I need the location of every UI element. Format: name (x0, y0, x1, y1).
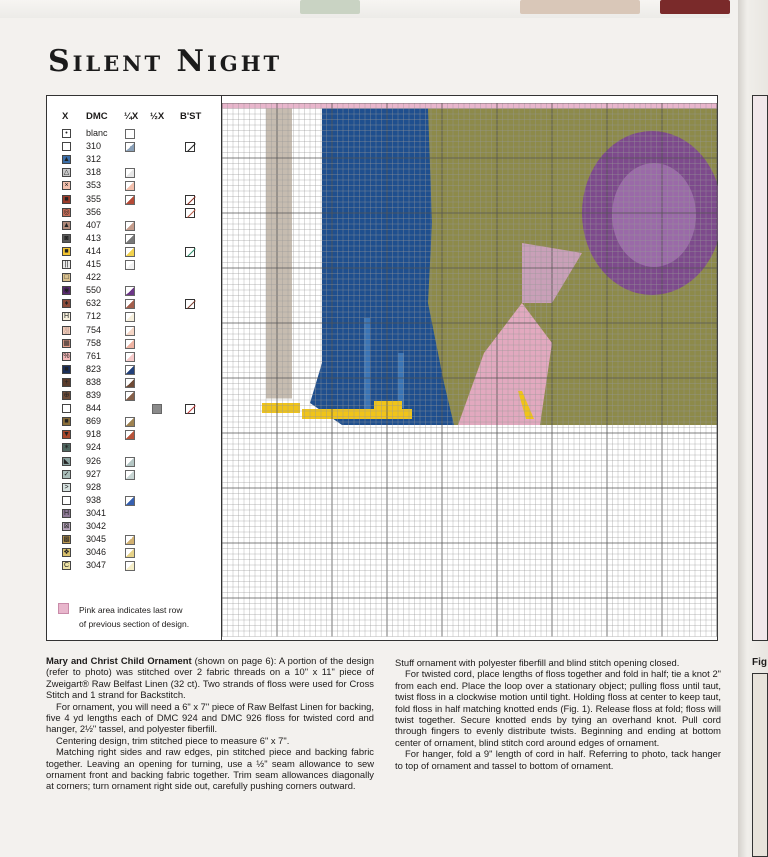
legend-row (46, 495, 222, 507)
legend-row (46, 338, 222, 350)
legend-symbol: ■ (62, 417, 71, 426)
legend-symbol: H (63, 313, 70, 321)
legend-symbol: % (63, 352, 70, 360)
color-smear (520, 0, 640, 14)
legend-dmc-code: 422 (86, 272, 102, 283)
legend-dmc-code: blanc (86, 128, 108, 138)
quarter-stitch-swatch (125, 352, 135, 362)
quarter-stitch-swatch (125, 234, 135, 244)
instruction-paragraph: For ornament, you will need a 6" x 7" piece of Raw Belfast Linen for backing, five 4 yd lengths each of DMC 924 and DMC 926 floss for twisted cord and hanger, 2½" tassel, and polyester fiberfill. (46, 700, 374, 735)
backstitch-swatch (185, 208, 195, 218)
legend-dmc-code: 318 (86, 167, 102, 178)
legend-row (46, 220, 222, 232)
quarter-stitch-swatch (125, 260, 135, 270)
instruction-paragraph (46, 655, 374, 701)
legend-header-backstitch: B'ST (180, 111, 202, 122)
legend-row (46, 207, 222, 219)
legend-row (46, 233, 222, 245)
legend-row (46, 429, 222, 441)
gold-hem (302, 409, 412, 419)
quarter-stitch-swatch (125, 378, 135, 388)
quarter-stitch-swatch (125, 430, 135, 440)
legend-dmc-code: 3045 (86, 534, 107, 545)
legend-symbol: ⊠ (63, 523, 70, 530)
legend-row (46, 534, 222, 546)
instruction-paragraph: Stuff ornament with polyester fiberfill and blind stitch opening closed. (395, 657, 680, 668)
legend-dmc-code: 407 (86, 219, 102, 230)
legend-row (46, 521, 222, 533)
backstitch-swatch (185, 404, 195, 414)
instruction-text: (shown on page 6): A portion of the design (refer to photo) was stitched over 2 fabric threads on a 10" x 11" piece of Zweigart® Raw Belfast Linen (32 ct). Two strands of floss were used for Cross Stitch and 1 strand for Backstitch. (46, 655, 374, 701)
legend-row (46, 194, 222, 206)
legend-symbol: ■ (62, 365, 71, 374)
legend-dmc-code: 3041 (86, 507, 107, 518)
legend-row (46, 154, 222, 166)
legend-dmc-code: 550 (86, 285, 102, 296)
legend-symbol: ▼ (63, 431, 70, 439)
legend-row (46, 180, 222, 192)
quarter-stitch-swatch (125, 129, 135, 139)
legend-row (46, 364, 222, 376)
legend-header-half: ½X (150, 111, 165, 122)
quarter-stitch-swatch (125, 221, 135, 231)
legend-symbol: ◉ (63, 287, 70, 295)
quarter-stitch-swatch (125, 286, 135, 296)
legend-row (46, 298, 222, 310)
legend-dmc-code: 312 (86, 154, 102, 165)
legend-row (46, 351, 222, 363)
legend-dmc-code: 926 (86, 455, 102, 466)
legend-symbol: ♦ (62, 299, 71, 308)
legend-row (46, 456, 222, 468)
quarter-stitch-swatch (125, 561, 135, 571)
instruction-paragraph: For hanger, fold a 9" length of cord in half. Referring to photo, tack hanger to top of ornament and tassel to bottom of ornament. (395, 748, 721, 771)
legend-symbol: × (62, 181, 71, 190)
legend-dmc-code: 758 (86, 337, 102, 348)
legend-dmc-code: 415 (86, 259, 102, 269)
legend-dmc-code: 869 (86, 416, 102, 427)
quarter-stitch-swatch (125, 470, 135, 480)
legend-row (46, 390, 222, 402)
legend-symbol: ▦ (63, 339, 70, 347)
legend-row (46, 547, 222, 559)
quarter-stitch-swatch (125, 299, 135, 309)
legend-symbol (62, 404, 71, 413)
color-smear (300, 0, 360, 14)
legend-dmc-code: 356 (86, 206, 102, 217)
legend-dmc-code: 754 (86, 324, 102, 335)
legend-symbol: ░ (62, 326, 71, 335)
quarter-stitch-swatch (125, 391, 135, 401)
legend-symbol: || (62, 260, 71, 269)
instruction-paragraph: Centering design, trim stitched piece to measure 6" x 7". (56, 734, 290, 746)
legend-note-line1: Pink area indicates last row (79, 605, 183, 615)
legend-dmc-code: 918 (86, 429, 102, 440)
legend-row (46, 311, 222, 323)
legend-symbol: ▩ (63, 536, 70, 544)
legend-row (46, 482, 222, 494)
legend-row (46, 416, 222, 428)
legend-symbol: ✶ (63, 444, 70, 452)
legend-row (46, 272, 222, 284)
legend-row (46, 325, 222, 337)
legend-symbol (62, 142, 71, 151)
legend-symbol: • (62, 129, 71, 138)
legend-symbol: ✓ (63, 470, 70, 478)
instructions-left (46, 655, 374, 792)
legend-dmc-code: 844 (86, 403, 102, 414)
legend-dmc-code: 353 (86, 180, 102, 191)
legend-row (46, 377, 222, 389)
legend-dmc-code: 928 (86, 481, 102, 492)
quarter-stitch-swatch (125, 195, 135, 205)
legend-dmc-code: 632 (86, 298, 102, 309)
legend-symbol (62, 496, 71, 505)
color-smear (660, 0, 730, 14)
quarter-stitch-swatch (125, 168, 135, 178)
legend-panel (46, 95, 222, 641)
legend-symbol: ■ (62, 247, 71, 256)
legend-symbol: H (63, 509, 70, 517)
backstitch-swatch (185, 247, 195, 257)
stitch-chart (222, 103, 718, 641)
quarter-stitch-swatch (125, 181, 135, 191)
legend-dmc-code: 927 (86, 468, 102, 479)
legend-symbol: △ (63, 169, 70, 177)
quarter-stitch-swatch (125, 339, 135, 349)
legend-dmc-code: 938 (86, 494, 102, 505)
legend-dmc-code: 839 (86, 390, 102, 400)
legend-symbol: ▲ (63, 156, 70, 164)
legend-dmc-code: 823 (86, 363, 102, 374)
legend-row (46, 285, 222, 297)
legend-note-line2: of previous section of design. (79, 619, 190, 629)
quarter-stitch-swatch (125, 365, 135, 375)
legend-dmc-code: 838 (86, 376, 102, 387)
gold-hem (262, 403, 300, 413)
legend-dmc-code: 310 (86, 141, 102, 152)
legend-row (46, 141, 222, 153)
legend-row (46, 560, 222, 572)
legend-dmc-code: 413 (86, 232, 102, 243)
instructions-right (395, 657, 721, 771)
legend-row (46, 442, 222, 454)
quarter-stitch-swatch (125, 457, 135, 467)
legend-symbol: ◎ (63, 208, 70, 216)
instruction-lead: Mary and Christ Child Ornament (46, 655, 192, 666)
pink-area-swatch (58, 603, 69, 614)
quarter-stitch-swatch (125, 312, 135, 322)
legend-symbol: ◣ (63, 457, 70, 465)
legend-row (46, 246, 222, 258)
legend-symbol: + (62, 378, 71, 387)
robe-fold (398, 353, 404, 408)
legend-symbol: □ (62, 273, 71, 282)
legend-symbol: ▲ (63, 221, 70, 229)
quarter-stitch-swatch (125, 548, 135, 558)
legend-row (46, 259, 222, 271)
backstitch-swatch (185, 195, 195, 205)
legend-dmc-code: 924 (86, 442, 102, 453)
legend-row (46, 167, 222, 179)
legend-header-quarter: ¼X (124, 111, 139, 122)
legend-symbol: ⊕ (63, 392, 70, 399)
legend-symbol: > (62, 483, 71, 492)
legend-symbol: C (63, 562, 70, 570)
legend-symbol: ◙ (62, 234, 71, 243)
page-title: Silent Night (48, 44, 283, 79)
quarter-stitch-swatch (125, 142, 135, 152)
quarter-stitch-swatch (125, 247, 135, 257)
backstitch-swatch (185, 142, 195, 152)
legend-row (46, 508, 222, 520)
legend-dmc-code: 761 (86, 350, 102, 361)
legend-row (46, 128, 222, 140)
backstitch-swatch (185, 299, 195, 309)
half-stitch-swatch (152, 404, 162, 414)
legend-dmc-code: 3042 (86, 521, 107, 531)
legend-dmc-code: 712 (86, 311, 102, 322)
quarter-stitch-swatch (125, 496, 135, 506)
quarter-stitch-swatch (125, 326, 135, 336)
legend-header-x: X (62, 111, 69, 122)
instruction-paragraph: For twisted cord, place lengths of floss together and fold in half; tie a knot 2" from each end. Place the loop over a stationary object; pulling floss until taut, twist floss in a clockwise motion until tight. Holding floss at center to keep taut, fold floss in half matching knotted ends (Fig. 1). Release floss at fold; floss will twist together. Secure knotted ends by tying an overhand knot. Pull cord through fingers to evenly distribute twists. Beginning and ending at bottom center of ornament, blind stitch cord around edges of ornament. (395, 668, 721, 748)
quarter-stitch-swatch (125, 535, 135, 545)
legend-dmc-code: 3047 (86, 560, 107, 571)
fig-label: Fig (752, 657, 767, 668)
legend-dmc-code: 355 (86, 193, 102, 204)
legend-symbol: ■ (62, 195, 71, 204)
legend-note (79, 603, 189, 631)
legend-symbol: ❖ (63, 549, 70, 557)
quarter-stitch-swatch (125, 417, 135, 427)
legend-row (46, 403, 222, 415)
instruction-paragraph: Matching right sides and raw edges, pin stitched piece and backing fabric together. Leaving an opening for turning, use a ½" seam allowance to sew ornament front and backing fabric together. Trim seam allowances diagonally at corners; turn ornament right side out, carefully pushing corners outward. (46, 746, 374, 792)
legend-dmc-code: 3046 (86, 547, 107, 558)
gold-hem (374, 401, 402, 409)
legend-dmc-code: 414 (86, 245, 102, 256)
adjacent-figure-edge (752, 673, 768, 857)
adjacent-chart-edge (752, 95, 768, 641)
legend-row (46, 469, 222, 481)
legend-header-dmc: DMC (86, 111, 108, 122)
top-band (0, 0, 730, 18)
